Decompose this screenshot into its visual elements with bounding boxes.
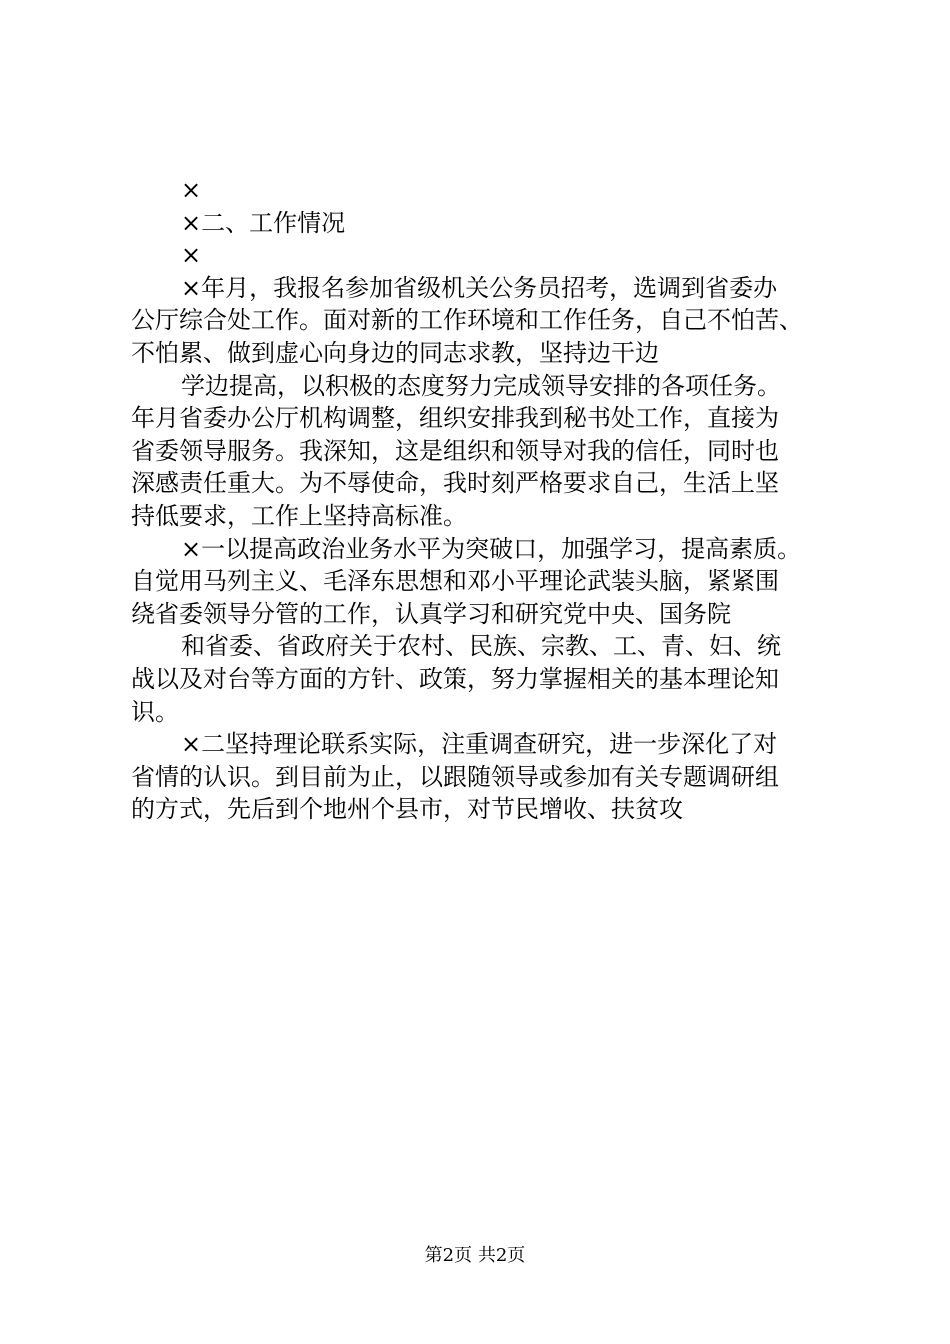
text-line: 战以及对台等方面的方针、政策，努力掌握相关的基本理论知 xyxy=(131,664,779,693)
text-line: 公厅综合处工作。面对新的工作环境和工作任务，自己不怕苦、 xyxy=(131,306,803,335)
text-line: 学边提高，以积极的态度努力完成领导安排的各项任务。 xyxy=(181,371,781,400)
text-line: ×年月，我报名参加省级机关公务员招考，选调到省委办 xyxy=(181,273,778,302)
document-body xyxy=(131,174,831,826)
text-line: 省委领导服务。我深知，这是组织和领导对我的信任，同时也 xyxy=(131,436,779,465)
text-line: 的方式，先后到个地州个县市，对节民增收、扶贫攻 xyxy=(131,795,683,824)
text-line: 绕省委领导分管的工作，认真学习和研究党中央、国务院 xyxy=(131,599,731,628)
text-line: 省情的认识。到目前为止，以跟随领导或参加有关专题调研组 xyxy=(131,762,779,791)
text-line: 持低要求，工作上坚持高标准。 xyxy=(131,501,467,530)
text-line: 识。 xyxy=(131,697,179,726)
text-line: ×二、工作情况 xyxy=(181,208,346,237)
text-line: × xyxy=(181,241,202,270)
text-line: × xyxy=(181,176,202,204)
text-line: ×二坚持理论联系实际，注重调查研究，进一步深化了对 xyxy=(181,730,778,759)
text-line: ×一以提高政治业务水平为突破口，加强学习，提高素质。 xyxy=(181,534,802,563)
text-line: 和省委、省政府关于农村、民族、宗教、工、青、妇、统 xyxy=(181,632,781,661)
text-line: 深感责任重大。为不辱使命，我时刻严格要求自己，生活上坚 xyxy=(131,469,779,498)
text-line: 不怕累、做到虚心向身边的同志求教，坚持边干边 xyxy=(131,338,659,367)
page-footer: 第2页 共2页 xyxy=(424,1245,526,1266)
text-line: 年月省委办公厅机构调整，组织安排我到秘书处工作，直接为 xyxy=(131,404,779,433)
text-line: 自觉用马列主义、毛泽东思想和邓小平理论武装头脑，紧紧围 xyxy=(131,567,779,596)
